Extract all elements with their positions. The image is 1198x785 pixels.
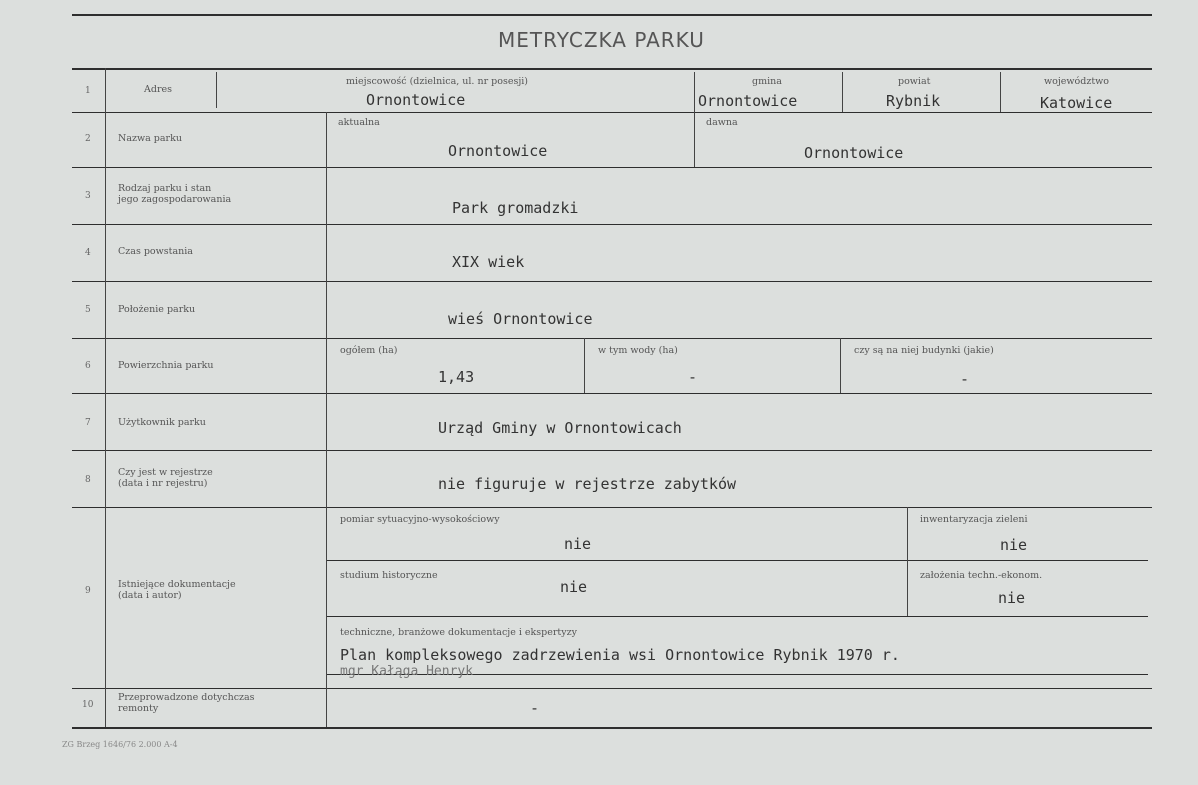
miejscowosc-label: miejscowość (dzielnica, ul. nr posesji) — [346, 76, 529, 87]
inwent-divider — [907, 507, 908, 616]
remonty-label: Przeprowadzone dotychczas — [118, 692, 255, 703]
rodzaj-parku-label-2: jego zagospodarowania — [118, 194, 232, 205]
powiat-label: powiat — [898, 76, 931, 87]
row9-sub-rule — [326, 616, 1148, 617]
rodzaj-parku-value: Park gromadzki — [452, 199, 579, 217]
row-number: 4 — [85, 248, 91, 258]
studium-value: nie — [560, 578, 588, 596]
row-number: 6 — [85, 361, 91, 371]
rodzaj-parku-label: Rodzaj parku i stan — [118, 183, 212, 194]
row-rule — [72, 281, 1152, 282]
pomiar-value: nie — [564, 535, 592, 553]
row-number: 5 — [85, 305, 91, 315]
inwentaryzacja-label: inwentaryzacja zieleni — [920, 514, 1028, 525]
label-column-rule — [326, 112, 327, 727]
polozenie-label: Położenie parku — [118, 304, 196, 315]
powiat-value: Rybnik — [886, 92, 941, 110]
row-rule — [72, 450, 1152, 451]
dokumentacje-label: Istniejące dokumentacje — [118, 579, 236, 590]
row-rule — [72, 393, 1152, 394]
remonty-value: - — [530, 699, 540, 717]
dawna-divider — [694, 112, 695, 167]
techniczne-value-2: mgr Kałąga Henryk — [340, 664, 474, 679]
pomiar-label: pomiar sytuacyjno-wysokościowy — [340, 514, 500, 525]
dawna-value: Ornontowice — [804, 144, 904, 162]
nazwa-parku-label: Nazwa parku — [118, 133, 182, 144]
row-rule — [72, 507, 1152, 508]
top-rule — [72, 14, 1152, 16]
woda-label: w tym wody (ha) — [598, 345, 678, 356]
techniczne-value: Plan kompleksowego zadrzewienia wsi Ornontowice Rybnik 1970 r. — [340, 646, 900, 664]
inwentaryzacja-value: nie — [1000, 536, 1028, 554]
num-column-rule — [105, 68, 106, 727]
woda-divider — [584, 338, 585, 393]
czas-powstania-label: Czas powstania — [118, 246, 193, 257]
zalozenia-value: nie — [998, 589, 1026, 607]
row-number: 8 — [85, 475, 91, 485]
row-number: 2 — [85, 134, 91, 144]
budynki-value: - — [960, 370, 970, 388]
studium-label: studium historyczne — [340, 570, 438, 581]
wojewodztwo-divider — [1000, 72, 1001, 112]
budynki-label: czy są na niej budynki (jakie) — [854, 345, 994, 356]
powiat-divider — [842, 72, 843, 112]
aktualna-label: aktualna — [338, 117, 380, 128]
row-rule — [72, 112, 1152, 113]
miejscowosc-value: Ornontowice — [366, 91, 466, 109]
dokumentacje-label-2: (data i autor) — [118, 590, 182, 601]
adres-divider — [216, 72, 217, 108]
row-rule — [72, 338, 1152, 339]
row-number: 3 — [85, 191, 91, 201]
techniczne-label: techniczne, branżowe dokumentacje i ekspertyzy — [340, 627, 577, 638]
dawna-label: dawna — [706, 117, 738, 128]
zalozenia-label: założenia techn.-ekonom. — [920, 570, 1043, 581]
gmina-label: gmina — [752, 76, 782, 87]
ogolem-label: ogółem (ha) — [340, 345, 398, 356]
adres-label: Adres — [144, 84, 172, 95]
rejestr-value: nie figuruje w rejestrze zabytków — [438, 475, 737, 493]
row9-sub-rule — [326, 560, 1148, 561]
czas-powstania-value: XIX wiek — [452, 253, 525, 271]
rejestr-label: Czy jest w rejestrze — [118, 467, 213, 478]
gmina-divider — [694, 72, 695, 112]
gmina-value: Ornontowice — [698, 92, 798, 110]
print-footer: ZG Brzeg 1646/76 2.000 A-4 — [62, 740, 178, 749]
woda-value: - — [688, 368, 698, 386]
row-number: 7 — [85, 418, 91, 428]
row-rule — [72, 224, 1152, 225]
powierzchnia-label: Powierzchnia parku — [118, 360, 214, 371]
aktualna-value: Ornontowice — [448, 142, 548, 160]
row-number: 10 — [82, 700, 94, 710]
row-rule — [72, 688, 1152, 689]
uzytkownik-label: Użytkownik parku — [118, 417, 206, 428]
table-top-rule — [72, 68, 1152, 70]
wojewodztwo-label: województwo — [1044, 76, 1110, 87]
polozenie-value: wieś Ornontowice — [448, 310, 593, 328]
wojewodztwo-value: Katowice — [1040, 94, 1113, 112]
row-rule — [72, 167, 1152, 168]
form-title: METRYCZKA PARKU — [498, 28, 705, 52]
row-number: 1 — [85, 86, 91, 96]
budynki-divider — [840, 338, 841, 393]
uzytkownik-value: Urząd Gminy w Ornontowicach — [438, 419, 682, 437]
remonty-label-2: remonty — [118, 703, 159, 714]
ogolem-value: 1,43 — [438, 368, 475, 386]
row-number: 9 — [85, 586, 91, 596]
table-bottom-rule — [72, 727, 1152, 729]
rejestr-label-2: (data i nr rejestru) — [118, 478, 208, 489]
